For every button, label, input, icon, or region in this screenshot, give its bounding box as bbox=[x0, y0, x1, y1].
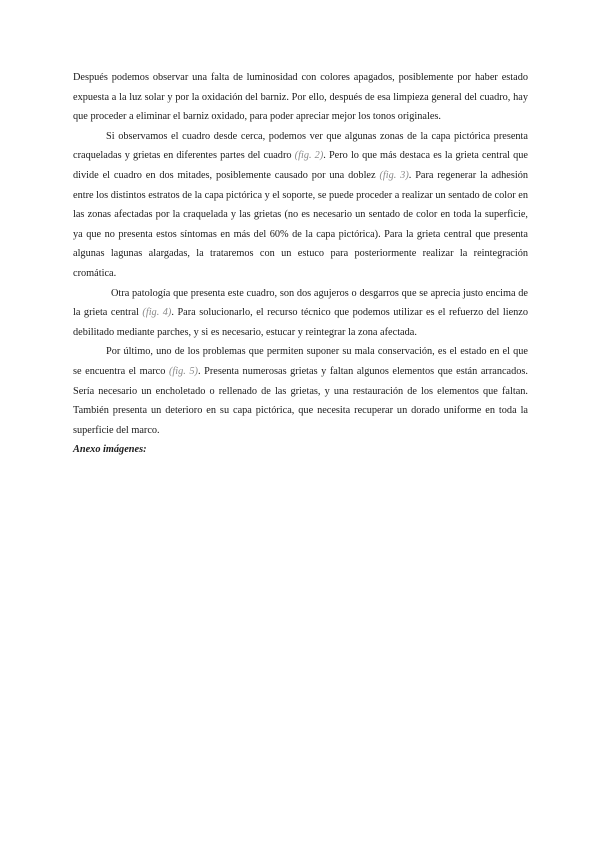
paragraph-3-text-a: Otra patología que presenta este cuadro, son dos agujeros o desgarros que se aprecia justo encima de la grieta central bbox=[73, 287, 528, 319]
paragraph-2 bbox=[73, 127, 528, 284]
paragraph-1 bbox=[73, 68, 528, 127]
figure-reference-3: (fig. 3) bbox=[379, 169, 409, 181]
paragraph-1-text: Después podemos observar una falta de luminosidad con colores apagados, posiblemente por haber estado expuesta a la luz solar y por la oxidación del barniz. Por ello, después de esa limpieza general del cuadro, hay que proceder a eliminar el barniz oxidado, para poder apreciar mejor los tonos originales. bbox=[73, 72, 528, 123]
paragraph-4-text-a: Por último, uno de los problemas que permiten suponer su mala conservación, es el estado en el que se encuentra el marco bbox=[73, 346, 528, 377]
figure-reference-5: (fig. 5) bbox=[168, 365, 198, 377]
paragraph-4 bbox=[73, 342, 528, 440]
paragraph-2-text-a: Si observamos el cuadro desde cerca, podemos ver que algunas zonas de la capa pictórica presenta craqueladas y grietas en diferentes partes del cuadro bbox=[73, 130, 528, 162]
figure-reference-2: (fig. 2) bbox=[294, 150, 324, 162]
paragraph-2-text-b: . Pero lo que más destaca es la grieta central que divide el cuadro en dos mitades, posiblemente causado por una doblez bbox=[73, 150, 529, 181]
paragraph-2-text-c: . Para regenerar la adhesión entre los distintos estratos de la capa pictórica y el soporte, se puede proceder a realizar un sentado de color en las zonas afectadas por la craquelada y las grietas (no es necesario un sentado de color en toda la superficie, ya que no presenta estos síntomas en más del 60% de la capa pictórica). Para la grieta central que presenta algunas lagunas alargadas, la trataremos con un estuco para posteriormente realizar la reintegración cromática. bbox=[73, 169, 528, 279]
body-text bbox=[73, 68, 528, 460]
paragraph-3-text-b: . Para solucionarlo, el recurso técnico que podemos utilizar es el refuerzo del lienzo debilitado mediante parches, y si es necesario, estucar y reintegrar la zona afectada. bbox=[73, 307, 529, 338]
paragraph-3 bbox=[73, 284, 528, 343]
figure-reference-4: (fig. 4) bbox=[142, 307, 172, 319]
annex-heading: Anexo imágenes: bbox=[73, 444, 147, 456]
paragraph-4-text-b: . Presenta numerosas grietas y faltan algunos elementos que están arrancados. Sería necesario un encholetado o rellenado de las grietas, y una restauración de los elementos que faltan. También presenta un deterioro en su capa pictórica, que necesita recuperar un dorado uniforme en toda la superficie del marco. bbox=[73, 365, 528, 436]
